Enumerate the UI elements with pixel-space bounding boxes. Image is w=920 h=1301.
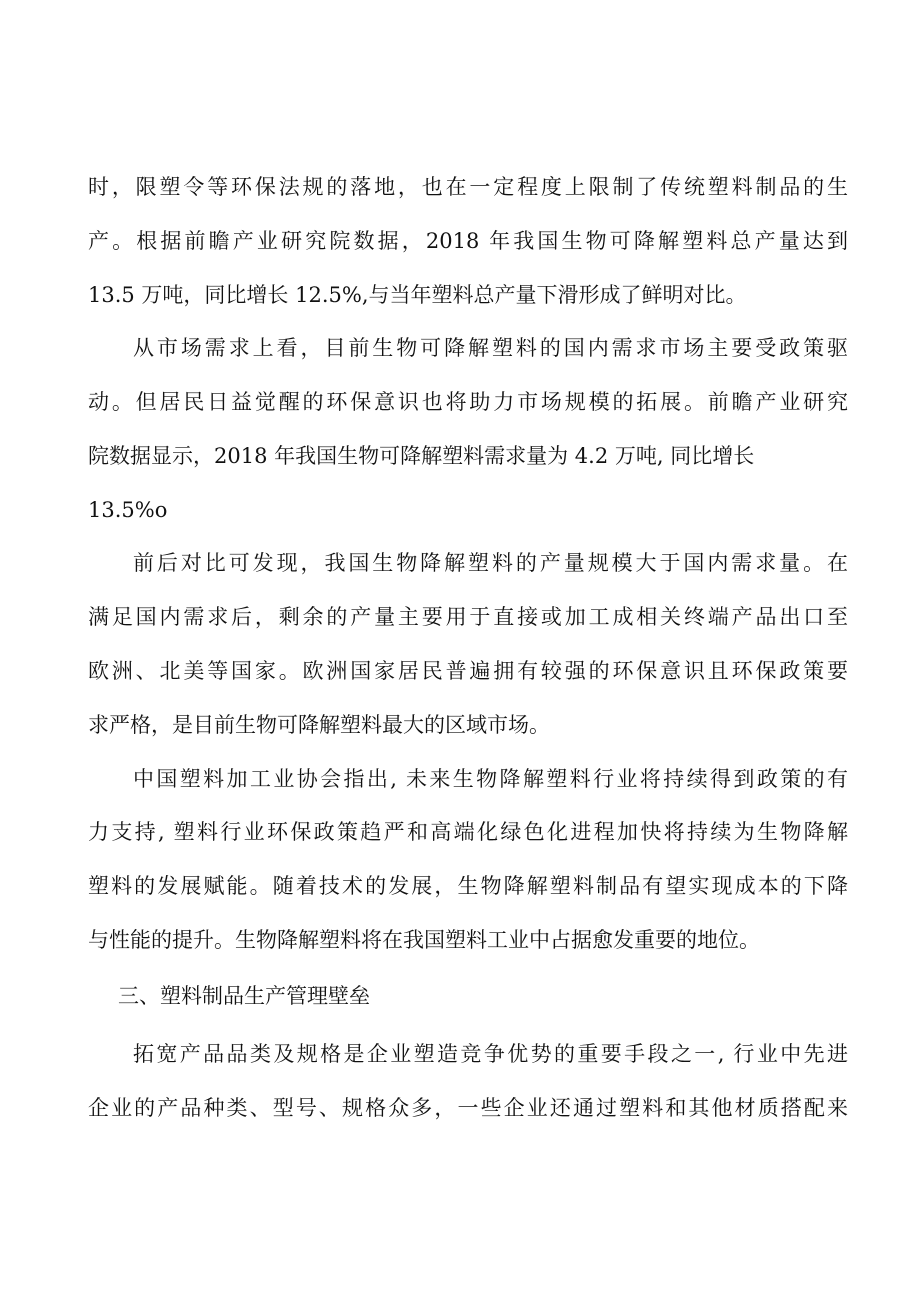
- paragraph-3-line-2: 满足国内需求后，剩余的产量主要用于直接或加工成相关终端产品出口至: [88, 605, 848, 629]
- paragraph-2-line-3: 院数据显示，2018 年我国生物可降解塑料需求量为 4.2 万吨, 同比增长: [88, 444, 755, 468]
- paragraph-3-line-4: 求严格，是目前生物可降解塑料最大的区域市场。: [88, 713, 550, 737]
- paragraph-1-line-2: 产。根据前瞻产业研究院数据，2018 年我国生物可降解塑料总产量达到: [88, 229, 848, 253]
- paragraph-1-line-1: 时，限塑令等环保法规的落地，也在一定程度上限制了传统塑料制品的生: [88, 175, 848, 199]
- section-heading: 三、塑料制品生产管理壁垒: [118, 984, 370, 1008]
- paragraph-4-line-1: 中国塑料加工业协会指出, 未来生物降解塑料行业将持续得到政策的有: [133, 767, 848, 791]
- paragraph-2-line-1: 从市场需求上看，目前生物可降解塑料的国内需求市场主要受政策驱: [133, 336, 848, 360]
- paragraph-2-line-2: 动。但居民日益觉醒的环保意识也将助力市场规模的拓展。前瞻产业研究: [88, 390, 848, 414]
- paragraph-4-line-2: 力支持, 塑料行业环保政策趋严和高端化绿色化进程加快将持续为生物降解: [88, 820, 848, 844]
- paragraph-3-line-3: 欧洲、北美等国家。欧洲国家居民普遍拥有较强的环保意识且环保政策要: [88, 659, 848, 683]
- paragraph-1-line-3: 13.5 万吨，同比增长 12.5%,与当年塑料总产量下滑形成了鲜明对比。: [88, 283, 747, 307]
- paragraph-4-line-3: 塑料的发展赋能。随着技术的发展，生物降解塑料制品有望实现成本的下降: [88, 874, 848, 898]
- paragraph-2-line-4: 13.5%o: [88, 498, 168, 522]
- final-paragraph-line-2: 企业的产品种类、型号、规格众多，一些企业还通过塑料和其他材质搭配来: [88, 1096, 848, 1120]
- paragraph-4-line-4: 与性能的提升。生物降解塑料将在我国塑料工业中占据愈发重要的地位。: [88, 928, 760, 952]
- final-paragraph-line-1: 拓宽产品品类及规格是企业塑造竞争优势的重要手段之一, 行业中先进: [133, 1042, 848, 1066]
- paragraph-3-line-1: 前后对比可发现，我国生物降解塑料的产量规模大于国内需求量。在: [133, 551, 848, 575]
